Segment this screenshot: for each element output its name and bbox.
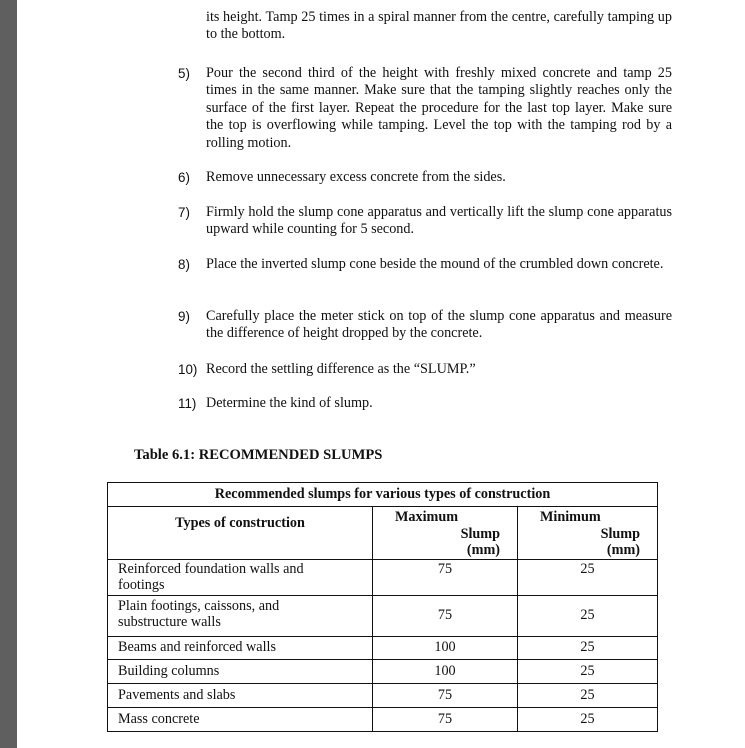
table-row <box>108 707 658 731</box>
step-number: 10) <box>178 362 198 377</box>
recommended-slumps-table <box>107 482 658 732</box>
step-number: 11) <box>178 396 197 411</box>
row-min-slump: 25 <box>518 559 658 595</box>
row-max-slump: 100 <box>373 659 518 683</box>
min-header-line-1: Minimum <box>540 509 601 525</box>
step-number: 7) <box>178 205 190 220</box>
intro-paragraph: its height. Tamp 25 times in a spiral manner from the centre, carefully tamping up to the bottom. <box>206 9 672 43</box>
row-type <box>108 559 373 595</box>
step-number: 6) <box>178 170 190 185</box>
row-type: Mass concrete <box>108 707 373 731</box>
step-text: Remove unnecessary excess concrete from the sides. <box>206 169 506 185</box>
step-text: Pour the second third of the height with freshly mixed concrete and tamp 25 times in the same manner. Make sure that the tamping slightly reaches only the surface of the first layer. Repeat the procedure for the last top layer. Make sure the top is overflowing while tamping. Level the top with the tamping rod by a rolling motion. <box>206 65 672 151</box>
table-row <box>108 559 658 595</box>
row-min-slump: 25 <box>518 595 658 636</box>
step-text: Firmly hold the slump cone apparatus and vertically lift the slump cone apparatus upward while counting for 5 second. <box>206 204 672 238</box>
table-caption: Table 6.1: RECOMMENDED SLUMPS <box>134 447 383 463</box>
step-text: Carefully place the meter stick on top of the slump cone apparatus and measure the difference of height dropped by the concrete. <box>206 308 672 342</box>
row-type-text: Reinforced foundation walls and footings <box>118 560 304 594</box>
step-text: Record the settling difference as the “SLUMP.” <box>206 361 476 377</box>
row-type <box>108 595 373 636</box>
step-number: 8) <box>178 257 190 272</box>
step-text: Place the inverted slump cone beside the mound of the crumbled down concrete. <box>206 256 664 272</box>
row-min-slump: 25 <box>518 683 658 707</box>
row-max-slump: 75 <box>373 707 518 731</box>
row-type: Beams and reinforced walls <box>108 636 373 659</box>
step-number: 5) <box>178 66 190 81</box>
max-header-line-1: Maximum <box>395 509 459 525</box>
row-max-slump: 75 <box>373 595 518 636</box>
document-page <box>17 0 745 748</box>
max-header-line-2: Slump <box>460 525 500 542</box>
column-header-minimum <box>518 507 658 560</box>
table-row <box>108 683 658 707</box>
min-header-line-2: Slump <box>600 525 640 542</box>
column-header-types <box>108 507 373 560</box>
table-span-header: Recommended slumps for various types of construction <box>108 483 658 507</box>
row-min-slump: 25 <box>518 636 658 659</box>
row-type: Building columns <box>108 659 373 683</box>
row-type-text: Plain footings, caissons, and substructure walls <box>118 597 280 631</box>
step-number: 9) <box>178 309 190 324</box>
row-max-slump: 75 <box>373 683 518 707</box>
max-header-line-3: (mm) <box>466 542 500 559</box>
row-min-slump: 25 <box>518 659 658 683</box>
row-min-slump: 25 <box>518 707 658 731</box>
row-type: Pavements and slabs <box>108 683 373 707</box>
min-header-line-3: (mm) <box>606 542 640 559</box>
table-row <box>108 636 658 659</box>
column-header-types-label: Types of construction <box>175 515 305 531</box>
table-row <box>108 595 658 636</box>
column-header-maximum <box>373 507 518 560</box>
table-row <box>108 659 658 683</box>
row-max-slump: 100 <box>373 636 518 659</box>
step-text: Determine the kind of slump. <box>206 395 373 411</box>
row-max-slump: 75 <box>373 559 518 595</box>
